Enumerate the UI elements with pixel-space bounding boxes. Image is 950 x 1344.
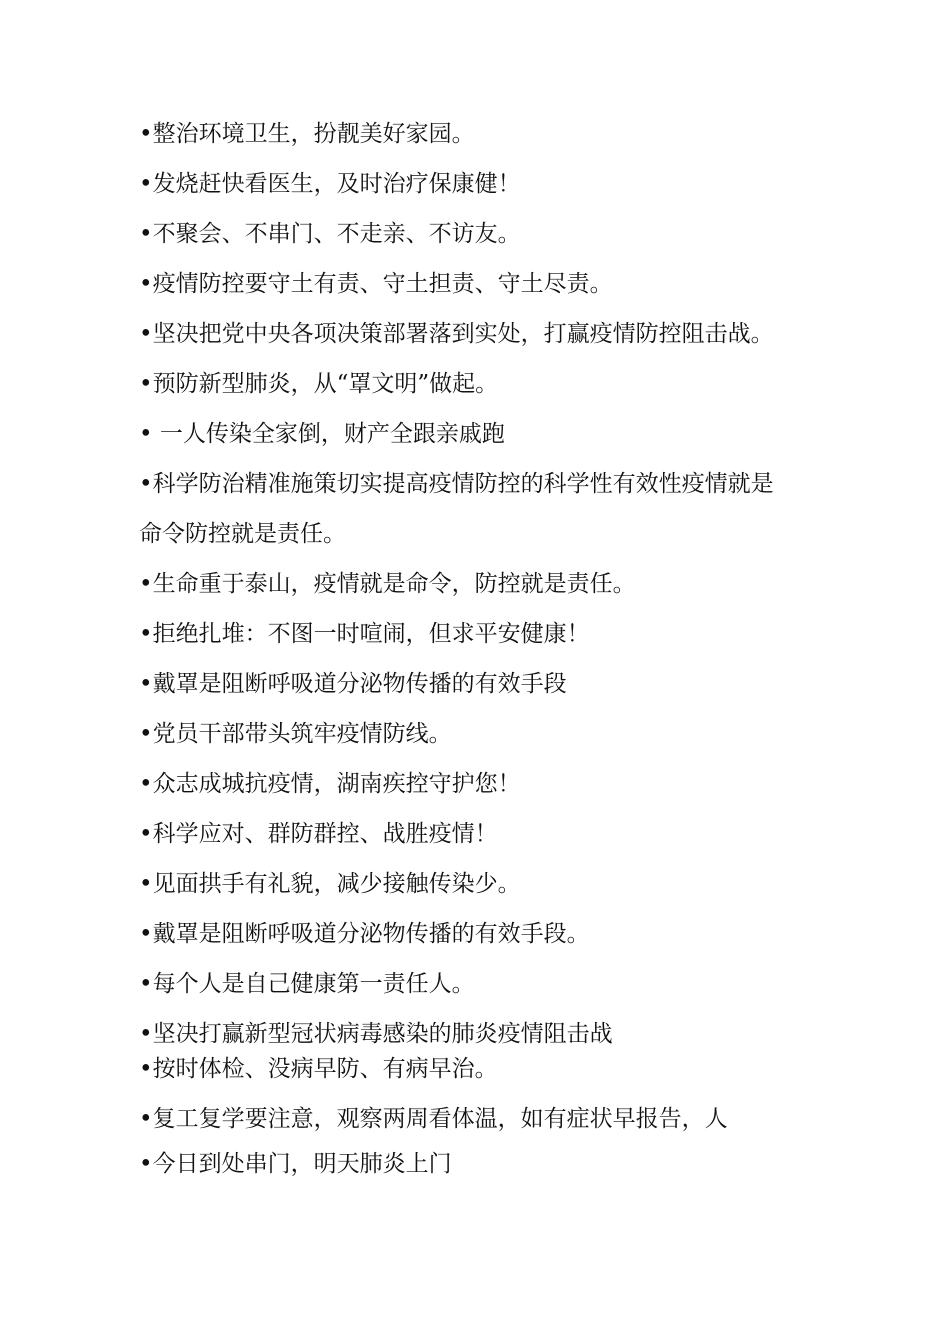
text-line: •坚决打赢新型冠状病毒感染的肺炎疫情阻击战 [139,1021,613,1047]
text-line: •复工复学要注意，观察两周看体温，如有症状早报告，人 [139,1106,728,1132]
text-line: •疫情防控要守土有责、守土担责、守土尽责。 [139,271,613,297]
text-line: •科学应对、群防群控、战胜疫情！ [139,821,498,847]
text-line: •党员干部带头筑牢疫情防线。 [139,721,452,747]
text-line: •拒绝扎堆：不图一时喧闹，但求平安健康！ [139,621,590,647]
text-line: •预防新型肺炎，从“罩文明”做起。 [139,371,499,397]
text-line: •不聚会、不串门、不走亲、不访友。 [139,221,521,247]
text-line: •整治环境卫生，扮靓美好家园。 [139,121,475,147]
text-line: •发烧赶快看医生，及时治疗保康健！ [139,171,521,197]
text-line: •每个人是自己健康第一责任人。 [139,971,475,997]
text-line: •按时体检、没病早防、有病早治。 [139,1056,498,1082]
text-line: •科学防治精准施策切实提高疫情防控的科学性有效性疫情就是 [139,471,774,497]
text-line: 命令防控就是责任。 [139,521,346,547]
text-line: • 一人传染全家倒，财产全跟亲戚跑 [139,421,505,447]
text-line: •众志成城抗疫情，湖南疾控守护您！ [139,771,521,797]
text-line: •见面拱手有礼貌，减少接触传染少。 [139,871,521,897]
text-line: •坚决把党中央各项决策部署落到实处，打赢疫情防控阻击战。 [139,321,774,347]
text-line: •戴罩是阻断呼吸道分泌物传播的有效手段 [139,671,567,697]
text-line: •生命重于泰山，疫情就是命令，防控就是责任。 [139,571,636,597]
text-line: •戴罩是阻断呼吸道分泌物传播的有效手段。 [139,921,590,947]
text-line: •今日到处串门，明天肺炎上门 [139,1151,452,1177]
